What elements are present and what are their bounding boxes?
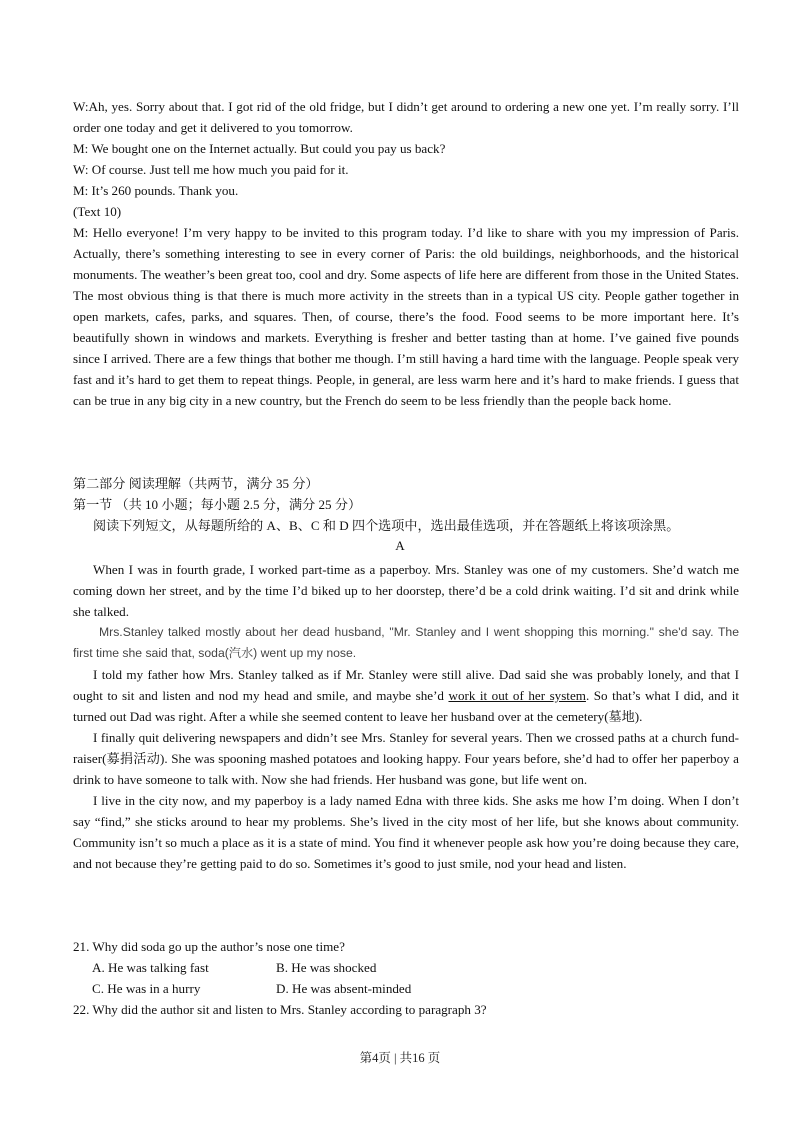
question-22: 22. Why did the author sit and listen to Mrs. Stanley according to paragraph 3? — [73, 1002, 487, 1017]
option-b: B. He was shocked — [276, 960, 377, 975]
dialogue-line-w2: W: Of course. Just tell me how much you paid for it. — [73, 162, 349, 177]
option-d: D. He was absent-minded — [276, 981, 412, 996]
passage-paragraph-5: I live in the city now, and my paperboy is a lady named Edna with three kids. She asks me how I’m doing. When I don’t say “find,” she sticks around to hear my problems. She’s lived in the city most of her life, but she knows about community. Community isn’t so much a place as it is a state of mind. You find it whenever people ask how you’re doing because they care, and not because they’re getting paid to do so. Sometimes it’s good to just smile, nod your head and listen. — [73, 793, 739, 871]
listening-transcript — [73, 96, 739, 411]
paragraph-3-text-start: I told my father how Mrs. Stanley talked as if Mr. Stanley were still alive. Dad said she was probably lonely, and that I ought to sit and listen and nod my head and smile, and maybe she’d — [73, 667, 739, 703]
page-footer: 第4页 | 共16 页 — [359, 1051, 441, 1065]
text-10-label: (Text 10) — [73, 204, 122, 219]
monologue-paris: M: Hello everyone! I’m very happy to be invited to this program today. I’d like to share with you my impression of Paris. Actually, there’s something interesting to see in every corner of Paris: the old buildings, neighborhoods, and the historical monuments. The weather’s been great too, cool and dry. Some aspects of life here are different from those in the United States. The most obvious thing is that there is much more activity in the streets than in a typical US city. People gather together in open markets, cafes, parks, and squares. Then, of course, there’s the food. Food seems to be more important here. It’s beautifully shown in windows and markets. Everything is fresher and better tasting than at home. I’ve gained five pounds since I arrived. There are a few things that bother me though. I’m still having a hard time with the language. People speak very fast and it’s hard to get them to repeat things. People, in general, are less warm here and it’s hard to make friends. I guess that can be true in any big city in a new country, but the French do seem to be less friendly than the people back home. — [73, 225, 739, 408]
option-a: A. He was talking fast — [92, 960, 209, 975]
passage-paragraph-2: Mrs.Stanley talked mostly about her dead husband, "Mr. Stanley and I went shopping this morning." she'd say. The first time she said that, soda(汽水) went up my nose. — [73, 625, 739, 660]
dialogue-line-w1: W:Ah, yes. Sorry about that. I got rid of the old fridge, but I didn’t get around to ordering a new one yet. I’m really sorry. I’ll order one today and get it delivered to you tomorrow. — [73, 99, 739, 135]
paragraph-3-text-end: . So that’s what I did, and it turned out Dad was right. After a while she seemed content to leave her husband over at the cemetery(墓地). — [73, 688, 739, 724]
option-c: C. He was in a hurry — [92, 981, 201, 996]
question-21-options-row-1 — [92, 957, 460, 978]
part-title: 第二部分 阅读理解（共两节，满分 35 分） — [73, 476, 319, 491]
passage-paragraph-1: When I was in fourth grade, I worked part-time as a paperboy. Mrs. Stanley was one of my customers. She’d watch me coming down her street, and by the time I’d biked up to her doorstep, there’d be a cold drink waiting. I’d sit and drink while she talked. — [73, 562, 739, 619]
instructions: 阅读下列短文，从每题所给的 A、B、C 和 D 四个选项中，选出最佳选项，并在答题纸上将该项涂黑。 — [93, 518, 680, 533]
passage-paragraph-3 — [73, 664, 739, 727]
dialogue-line-m1: M: We bought one on the Internet actually. But could you pay us back? — [73, 141, 446, 156]
section-header — [73, 473, 753, 536]
dialogue-line-m2: M: It’s 260 pounds. Thank you. — [73, 183, 239, 198]
question-21-options-row-2 — [92, 978, 460, 999]
question-21: 21. Why did soda go up the author’s nose one time? — [73, 939, 345, 954]
reading-passage — [73, 559, 739, 874]
passage-label: A — [395, 538, 405, 553]
subsection-title: 第一节 （共 10 小题；每小题 2.5 分，满分 25 分） — [73, 497, 362, 512]
passage-paragraph-4: I finally quit delivering newspapers and didn’t see Mrs. Stanley for several years. Then we crossed paths at a church fund-raiser(募捐活动). She was spooning mashed potatoes and looking happy. Four years before, she’d had to offer her paperboy a drink to have someone to talk with. Now she had friends. Her husband was gone, but life went on. — [73, 730, 739, 787]
underlined-phrase: work it out of her system — [448, 688, 586, 703]
